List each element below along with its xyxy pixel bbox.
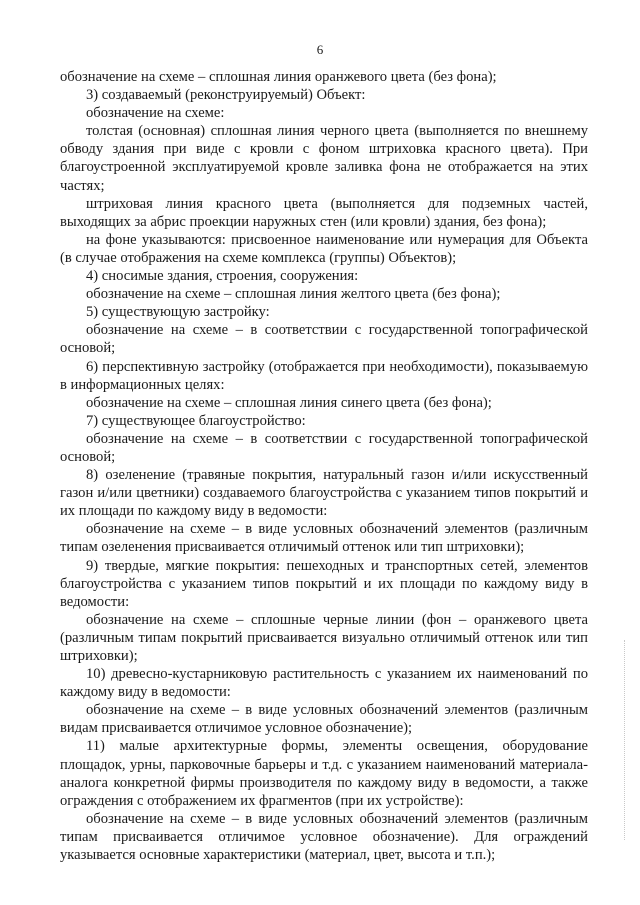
list-item: 6) перспективную застройку (отображается при необходимости), показываемую в информационных целях: [60, 358, 588, 393]
paragraph: обозначение на схеме – в виде условных обозначений элементов (различным видам присваивается отличимое условное обозначение); [60, 702, 588, 737]
paragraph: обозначение на схеме – сплошная линия оранжевого цвета (без фона); [60, 69, 497, 85]
paragraph: штриховая линия красного цвета (выполняется для подземных частей, выходящих за абрис проекции наружных стен (или кровли) здания, без фона); [60, 195, 588, 230]
paragraph: обозначение на схеме – в соответствии с государственной топографической основой; [60, 430, 588, 465]
document-body [60, 68, 588, 864]
paragraph: обозначение на схеме: [86, 105, 225, 122]
list-item: 3) создаваемый (реконструируемый) Объект: [86, 87, 366, 104]
list-item: 10) древесно-кустарниковую растительность с указанием их наименований по каждому виду в ведомости: [60, 666, 588, 701]
paragraph: обозначение на схеме – сплошная линия желтого цвета (без фона); [86, 286, 501, 303]
list-item: 11) малые архитектурные формы, элементы освещения, оборудование площадок, урны, парковочные барьеры и т.д. с указанием наименований материала-аналога конкретной фирмы производителя по каждому виду в ведомости, а также ограждения с отображением их фрагментов (при их устройстве): [60, 738, 588, 809]
paragraph: обозначение на схеме – в виде условных обозначений элементов (различным типам озеленения присваивается отличимый оттенок или тип штриховки); [60, 521, 588, 556]
scan-margin-mark [624, 640, 626, 840]
page-number: 6 [316, 42, 324, 57]
paragraph: обозначение на схеме – в виде условных обозначений элементов (различным типам присваивается отличимое условное обозначение). Для ограждений указывается основные характеристики (материал, цвет, высота и т.п.); [60, 810, 588, 864]
list-item: 8) озеленение (травяные покрытия, натуральный газон и/или искусственный газон и/или цветники) создаваемого благоустройства с указанием типов покрытий и их площади по каждому виду в ведомости: [60, 467, 588, 520]
list-item: 4) сносимые здания, строения, сооружения: [86, 268, 359, 285]
paragraph: на фоне указываются: присвоенное наименование или нумерация для Объекта (в случае отображения на схеме комплекса (группы) Объектов); [60, 231, 588, 266]
list-item: 7) существующее благоустройство: [86, 412, 306, 429]
list-item: 5) существующую застройку: [86, 304, 270, 321]
paragraph: обозначение на схеме – в соответствии с государственной топографической основой; [60, 322, 588, 357]
paragraph: толстая (основная) сплошная линия черного цвета (выполняется по внешнему обводу здания при виде с кровли с фоном штриховка красного цвета). При благоустроенной эксплуатируемой кровле заливка фона не отображается на этих частях; [60, 123, 588, 194]
paragraph: обозначение на схеме – сплошная линия синего цвета (без фона); [86, 394, 492, 411]
paragraph: обозначение на схеме – сплошные черные линии (фон – оранжевого цвета (различным типам покрытий присваивается визуально отличимый оттенок или тип штриховки); [60, 611, 588, 664]
list-item: 9) твердые, мягкие покрытия: пешеходных и транспортных сетей, элементов благоустройства с указанием типов покрытий и их площади по каждому виду в ведомости: [60, 557, 588, 610]
